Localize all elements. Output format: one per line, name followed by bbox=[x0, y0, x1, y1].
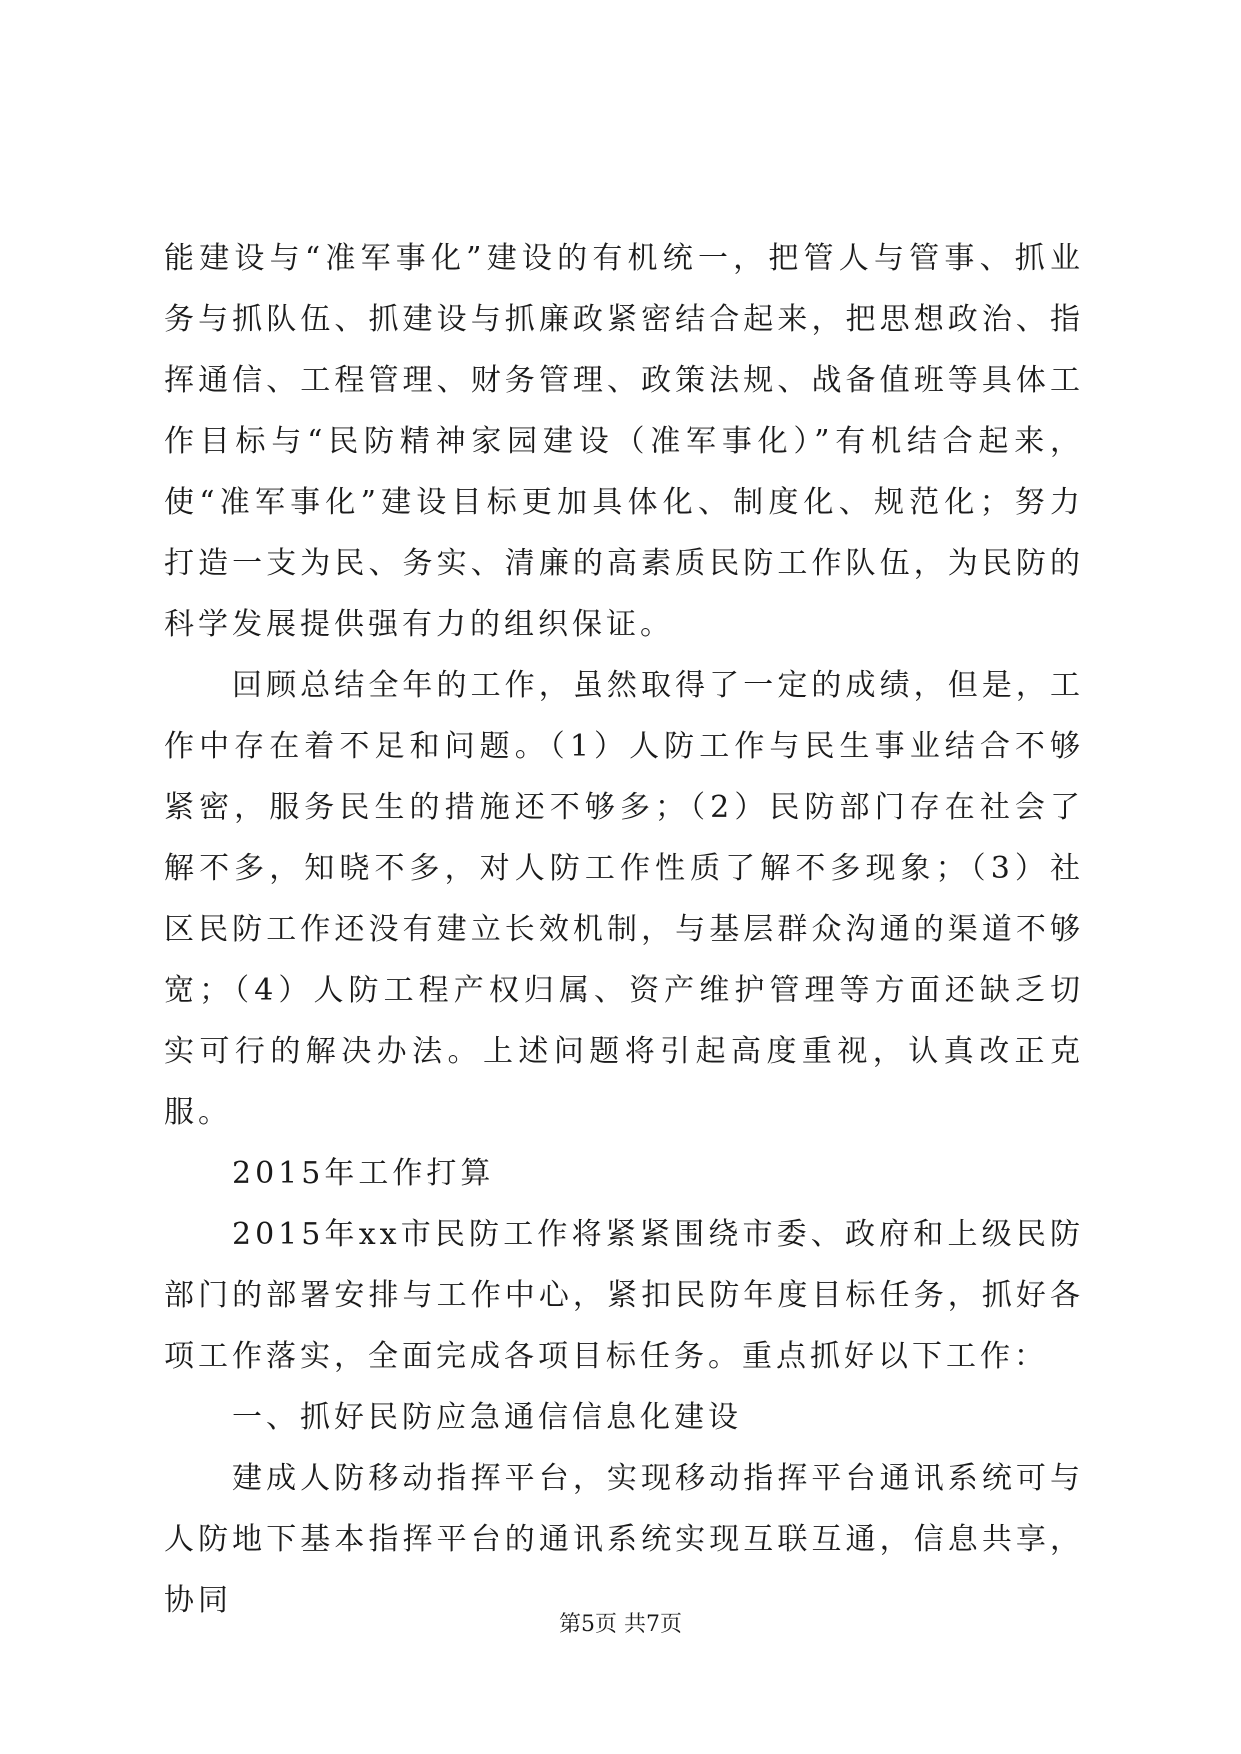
paragraph-2: 回顾总结全年的工作，虽然取得了一定的成绩，但是，工作中存在着不足和问题。（1）人防工作与民生事业结合不够紧密，服务民生的措施还不够多；（2）民防部门存在社会了解不多，知晓不多，对人防工作性质了解不多现象；（3）社区民防工作还没有建立长效机制，与基层群众沟通的渠道不够宽；（4）人防工程产权归属、资产维护管理等方面还缺乏切实可行的解决办法。上述问题将引起高度重视，认真改正克服。 bbox=[164, 668, 1084, 1130]
section-heading-1: 一、抓好民防应急通信信息化建设 bbox=[232, 1400, 742, 1435]
paragraph-1: 能建设与“准军事化”建设的有机统一，把管人与管事、抓业务与抓队伍、抓建设与抓廉政紧密结合起来，把思想政治、指挥通信、工程管理、财务管理、政策法规、战备值班等具体工作目标与“民防精神家园建设（准军事化）”有机结合起来，使“准军事化”建设目标更加具体化、制度化、规范化；努力打造一支为民、务实、清廉的高素质民防工作队伍，为民防的科学发展提供强有力的组织保证。 bbox=[164, 241, 1084, 642]
page-number-footer: 第5页 共7页 bbox=[559, 1612, 682, 1637]
paragraph-3: 2015年xx市民防工作将紧紧围绕市委、政府和上级民防部门的部署安排与工作中心，紧扣民防年度目标任务，抓好各项工作落实，全面完成各项目标任务。重点抓好以下工作： bbox=[164, 1217, 1084, 1374]
section-heading-plan: 2015年工作打算 bbox=[232, 1156, 495, 1191]
document-body bbox=[164, 228, 1084, 1631]
paragraph-4: 建成人防移动指挥平台，实现移动指挥平台通讯系统可与人防地下基本指挥平台的通讯系统实现互联互通，信息共享，协同 bbox=[164, 1461, 1084, 1618]
